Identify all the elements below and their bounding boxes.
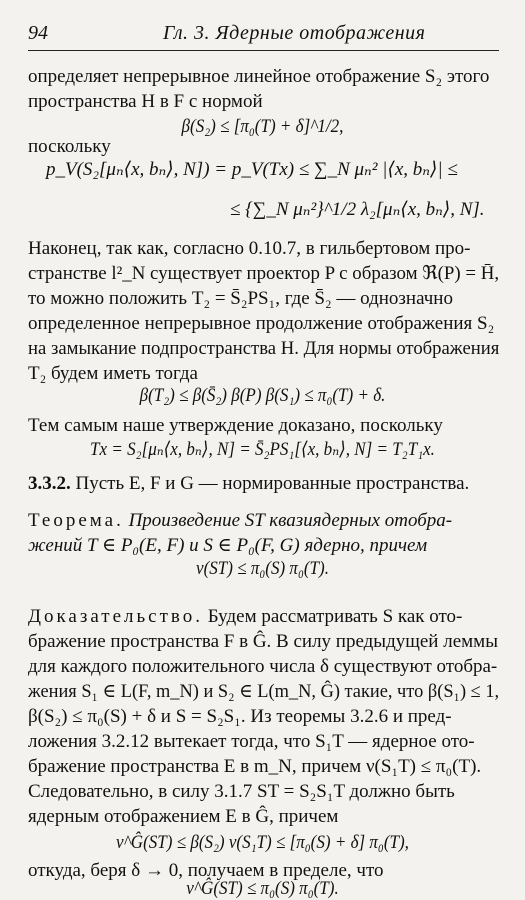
running-title: Гл. 3. Ядерные отображения bbox=[163, 22, 426, 44]
text-line: Следовательно, в силу 3.1.7 ST = S₂S₁T должно быть bbox=[28, 781, 455, 802]
equation: β(S₂) ≤ [π₀(T) + δ]^1/2, bbox=[181, 116, 344, 137]
equation: ν^Ĝ(ST) ≤ π₀(S) π₀(T). bbox=[186, 878, 339, 899]
proof-text: Будем рассматривать S как ото- bbox=[207, 606, 463, 627]
text-line: странстве l²_N существует проектор P с образом ℜ(P) = H̄, bbox=[28, 263, 500, 284]
equation: β(T₂) ≤ β(S̄₂) β(P) β(S₁) ≤ π₀(T) + δ. bbox=[139, 385, 386, 406]
theorem-line bbox=[28, 508, 499, 533]
text-line: поскольку bbox=[28, 136, 111, 157]
text-line: для каждого положительного числа δ существуют отобра- bbox=[28, 656, 498, 677]
text-line: пространства H в F с нормой bbox=[28, 91, 263, 112]
theorem-line: жений T ∈ P₀(E, F) и S ∈ P₀(F, G) ядерно, причем bbox=[28, 535, 428, 556]
equation: ν^Ĝ(ST) ≤ β(S₂) ν(S₁T) ≤ [π₀(S) + δ] π₀(T), bbox=[116, 832, 409, 853]
text-line: бражение пространства F в Ĝ. В силу предыдущей леммы bbox=[28, 631, 498, 652]
text-line: бражение пространства E в m_N, причем ν(S₁T) ≤ π₀(T). bbox=[28, 756, 482, 777]
text-line: откуда, беря δ → 0, получаем в пределе, что bbox=[28, 860, 384, 881]
equation: Tx = S₂[μₙ⟨x, bₙ⟩, N] = S̄₂PS₁[⟨x, bₙ⟩, N] = T₂T₁x. bbox=[90, 439, 435, 460]
text-line: Наконец, так как, согласно 0.10.7, в гильбертовом про- bbox=[28, 238, 471, 259]
text-line: определяет непрерывное линейное отображение S₂ этого bbox=[28, 66, 490, 87]
text-line: жения S₁ ∈ L(F, m_N) и S₂ ∈ L(m_N, Ĝ) такие, что β(S₁) ≤ 1, bbox=[28, 681, 500, 702]
section-number: 3.3.2. bbox=[28, 473, 71, 494]
theorem-label: Теорема. bbox=[28, 510, 124, 531]
text-line: ядерным отображением E в Ĝ, причем bbox=[28, 806, 339, 827]
text-line: T₂ будем иметь тогда bbox=[28, 363, 198, 384]
text-line: то можно положить T₂ = S̄₂PS₁, где S̄₂ — однозначно bbox=[28, 288, 453, 309]
section-heading bbox=[28, 471, 499, 496]
text-line: β(S₂) ≤ π₀(S) + δ и S = S₂S₁. Из теоремы 3.2.6 и пред- bbox=[28, 706, 452, 727]
text-line: Тем самым наше утверждение доказано, поскольку bbox=[28, 415, 443, 436]
page-header bbox=[28, 20, 499, 51]
page-number: 94 bbox=[28, 22, 48, 44]
theorem-text: Произведение ST квазиядерных отобра- bbox=[128, 510, 453, 531]
equation: ≤ {∑_N μₙ²}^1/2 λ₂[μₙ⟨x, bₙ⟩, N]. bbox=[230, 199, 485, 220]
proof-line bbox=[28, 604, 499, 629]
text-line: ложения 3.2.12 вытекает тогда, что S₁T — ядерное ото- bbox=[28, 731, 475, 752]
equation: p_V(S₂[μₙ⟨x, bₙ⟩, N]) = p_V(Tx) ≤ ∑_N μₙ² |⟨x, bₙ⟩| ≤ bbox=[46, 159, 458, 180]
text-line: определенное непрерывное продолжение отображения S₂ bbox=[28, 313, 495, 334]
equation: ν(ST) ≤ π₀(S) π₀(T). bbox=[196, 558, 329, 579]
proof-label: Доказательство. bbox=[28, 606, 203, 627]
section-text: Пусть E, F и G — нормированные пространства. bbox=[75, 473, 470, 494]
text-line: на замыкание подпространства H. Для нормы отображения bbox=[28, 338, 500, 359]
